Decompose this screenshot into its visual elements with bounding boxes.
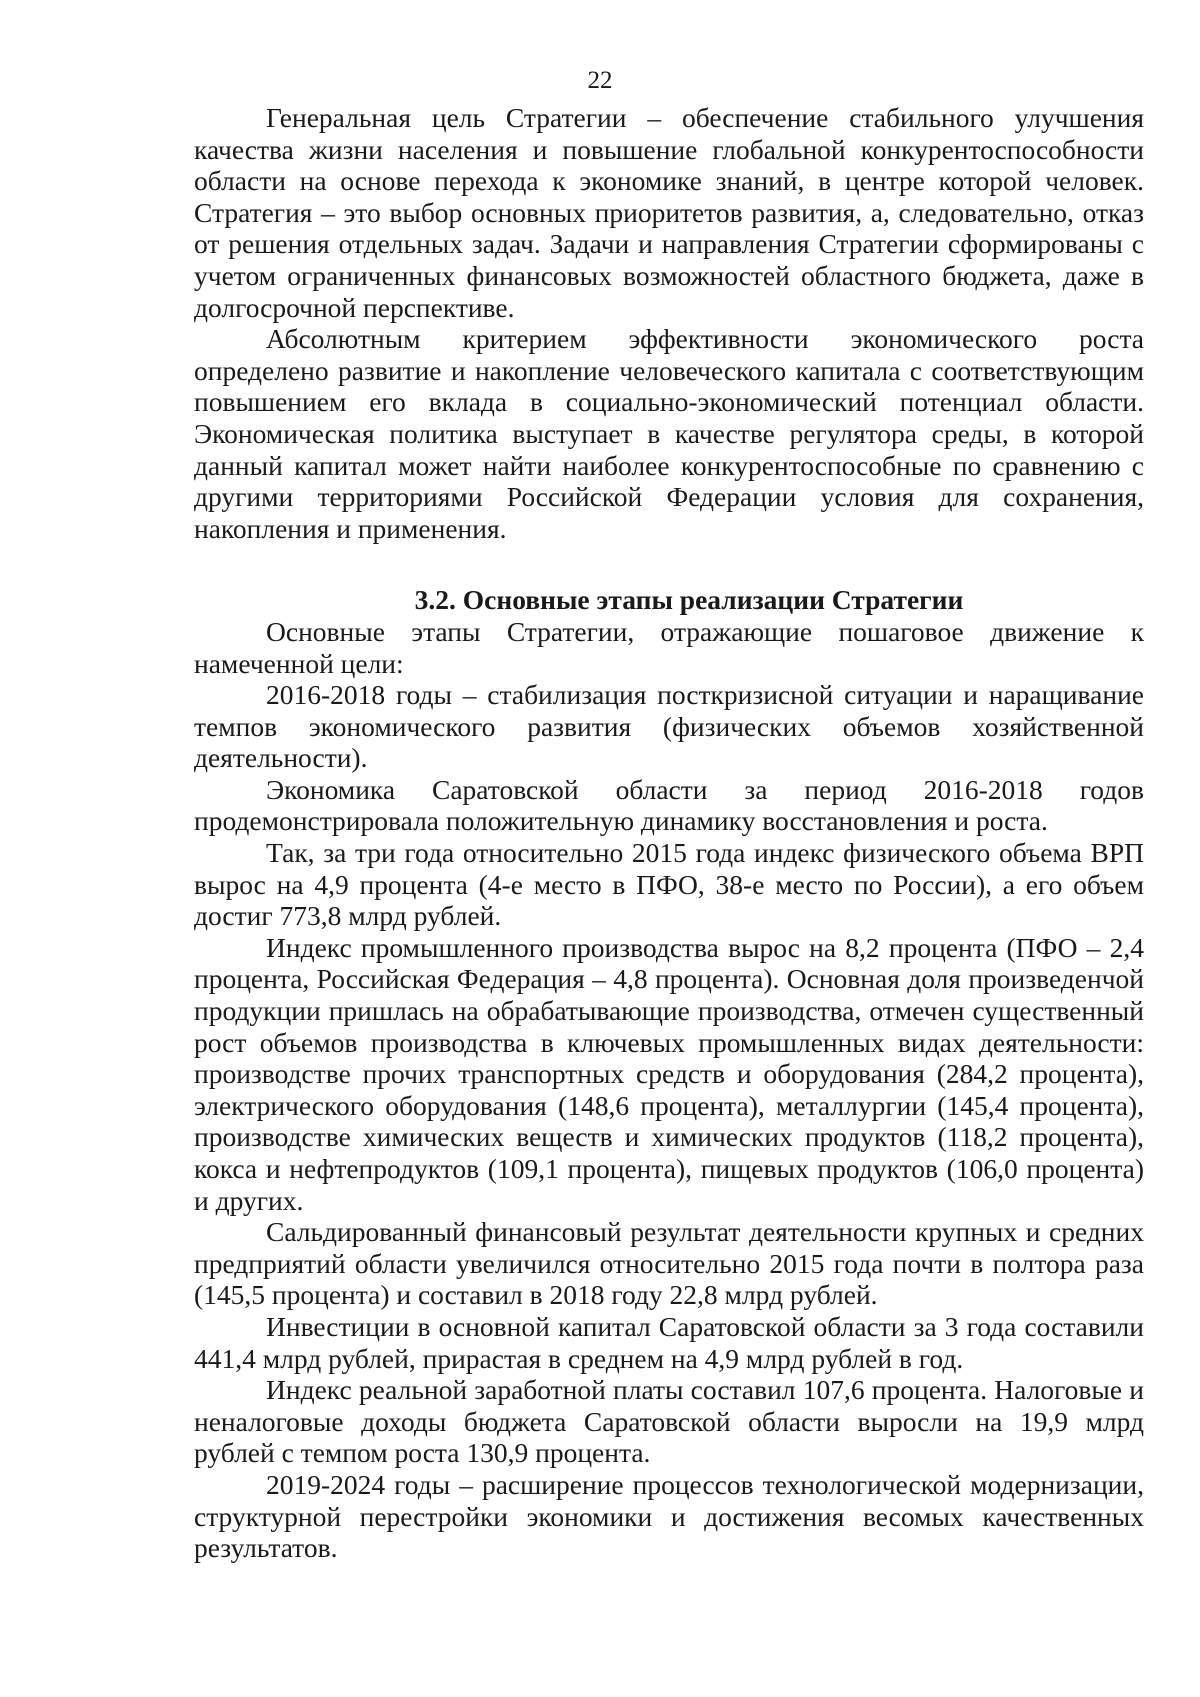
paragraph-general-goal: Генеральная цель Стратегии – обеспечение стабильного улучшения качества жизни населения и повышение глобальной конкурентоспособности области на основе перехода к экономике знаний, в центре которой человек. Стратегия – это выбор основных приоритетов развития, а, следовательно, отказ от решения отдельных задач. Задачи и направления Стратегии сформированы с учетом ограниченных финансовых возможностей областного бюджета, даже в долгосрочной перспективе.: [194, 102, 1144, 323]
document-body: [194, 102, 1144, 1564]
paragraph-industrial-index: Индекс промышленного производства вырос на 8,2 процента (ПФО – 2,4 процента, Российская Федерация – 4,8 процента). Основная доля произведенчой продукции пришлась на обрабатывающие производства, отмечен существенный рост объемов производства в ключевых промышленных видах деятельности: производстве прочих транспортных средств и оборудования (284,2 процента), электрического оборудования (148,6 процента), металлургии (145,4 процента), производстве химических веществ и химических продуктов (118,2 процента), кокса и нефтепродуктов (109,1 процента), пищевых продуктов (106,0 процента) и других.: [194, 931, 1144, 1216]
paragraph-stage-2019-2024: 2019-2024 годы – расширение процессов технологической модернизации, структурной перестройки экономики и достижения весомых качественных результатов.: [194, 1468, 1144, 1564]
paragraph-main-stages: Основные этапы Стратегии, отражающие пошаговое движение к намеченной цели:: [194, 615, 1144, 679]
paragraph-economy-dynamics: Экономика Саратовской области за период 2016-2018 годов продемонстрировала положительную динамику восстановления и роста.: [194, 773, 1144, 837]
paragraph-absolute-criterion: Абсолютным критерием эффективности экономического роста определено развитие и накопление человеческого капитала с соответствующим повышением его вклада в социально-экономический потенциал области. Экономическая политика выступает в качестве регулятора среды, в которой данный капитал может найти наиболее конкурентоспособные по сравнению с другими территориями Российской Федерации условия для сохранения, накопления и применения.: [194, 323, 1144, 544]
page-number: 22: [587, 67, 613, 94]
paragraph-investments: Инвестиции в основной капитал Саратовской области за 3 года составили 441,4 млрд рублей, прирастая в среднем на 4,9 млрд рублей в год.: [194, 1310, 1144, 1374]
paragraph-grp-index: Так, за три года относительно 2015 года индекс физического объема ВРП вырос на 4,9 процента (4-е место в ПФО, 38-е место по России), а его объем достиг 773,8 млрд рублей.: [194, 837, 1144, 932]
paragraph-financial-result: Сальдированный финансовый результат деятельности крупных и средних предприятий области увеличился относительно 2015 года почти в полтора раза (145,5 процента) и составил в 2018 году 22,8 млрд рублей.: [194, 1216, 1144, 1311]
paragraph-wages-budget: Индекс реальной заработной платы составил 107,6 процента. Налоговые и неналоговые доходы бюджета Саратовской области выросли на 19,9 млрд рублей с темпом роста 130,9 процента.: [194, 1374, 1144, 1469]
section-heading: 3.2. Основные этапы реализации Стратегии: [414, 584, 964, 616]
paragraph-stage-2016-2018: 2016-2018 годы – стабилизация посткризисной ситуации и наращивание темпов экономического развития (физических объемов хозяйственной деятельности).: [194, 679, 1144, 774]
